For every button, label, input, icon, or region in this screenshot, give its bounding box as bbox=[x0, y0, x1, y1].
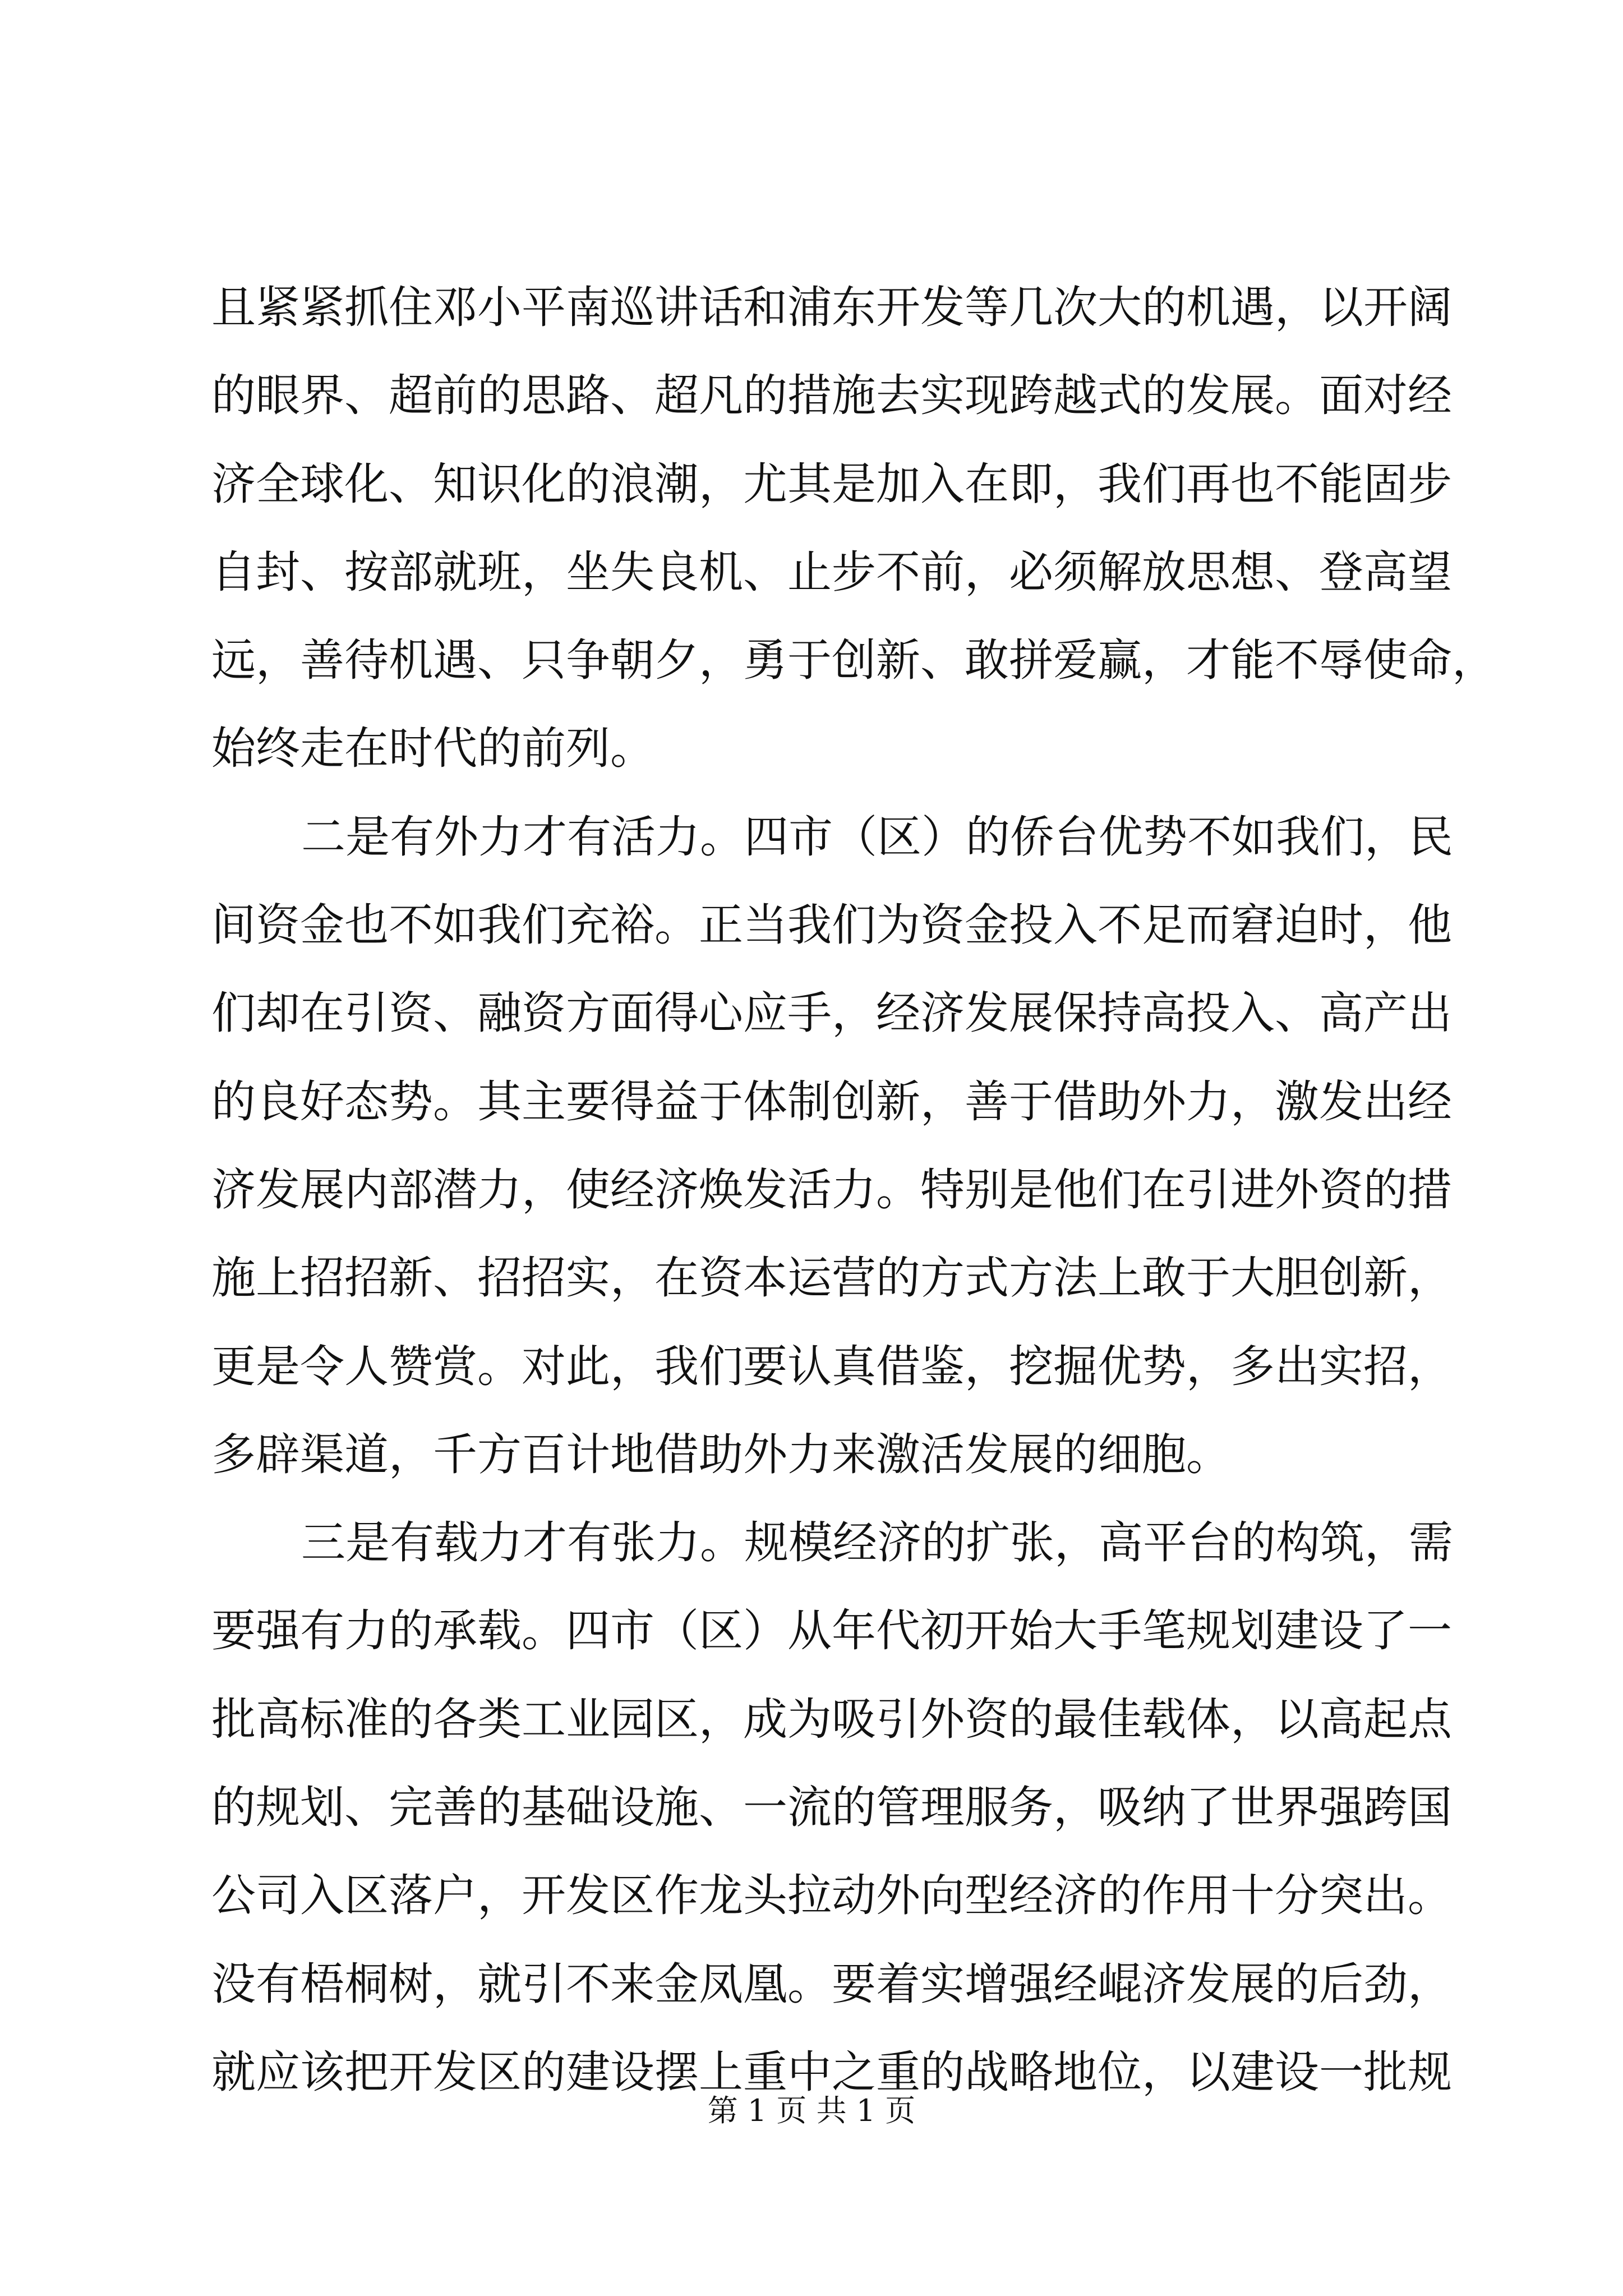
text-line: 没有梧桐树，就引不来金凤凰。要着实增强经崐济发展的后劲， bbox=[211, 1958, 1452, 2010]
text-line: 施上招招新、招招实，在资本运营的方式方法上敢于大胆创新， bbox=[211, 1252, 1452, 1304]
text-line: 公司入区落户，开发区作龙头拉动外向型经济的作用十分突出。 bbox=[211, 1870, 1452, 1922]
text-line: 始终走在时代的前列。 bbox=[211, 723, 654, 775]
text-line: 的规划、完善的基础设施、一流的管理服务，吸纳了世界强跨国 bbox=[211, 1782, 1452, 1834]
text-line: 的良好态势。其主要得益于体制创新，善于借助外力，激发出经 bbox=[211, 1075, 1452, 1128]
text-line: 间资金也不如我们充裕。正当我们为资金投入不足而窘迫时，他 bbox=[211, 899, 1452, 951]
text-line: 多辟渠道，千方百计地借助外力来激活发展的细胞。 bbox=[211, 1428, 1230, 1480]
text-line: 济全球化、知识化的浪潮，尤其是加入在即，我们再也不能固步 bbox=[211, 458, 1452, 510]
text-line: 的眼界、超前的思路、超凡的措施去实现跨越式的发展。面对经 bbox=[211, 370, 1452, 422]
body-text bbox=[211, 264, 1496, 2116]
paragraph-start-line: 三是有载力才有张力。规模经济的扩张，高平台的构筑，需 bbox=[301, 1517, 1453, 1569]
text-line: 批高标准的各类工业园区，成为吸引外资的最佳载体，以高起点 bbox=[211, 1693, 1452, 1745]
text-line: 且紧紧抓住邓小平南巡讲话和浦东开发等几次大的机遇，以开阔 bbox=[211, 282, 1452, 333]
text-line: 就应该把开发区的建设摆上重中之重的战略地位，以建设一批规 bbox=[211, 2046, 1452, 2098]
text-line: 更是令人赞赏。对此，我们要认真借鉴，挖掘优势，多出实招， bbox=[211, 1340, 1452, 1392]
text-line: 济发展内部潜力，使经济焕发活力。特别是他们在引进外资的措 bbox=[211, 1163, 1452, 1216]
text-line: 远，善待机遇、只争朝夕，勇于创新、敢拼爱赢，才能不辱使命， bbox=[211, 634, 1496, 687]
text-line: 自封、按部就班，坐失良机、止步不前，必须解放思想、登高望 bbox=[211, 546, 1452, 598]
paragraph-start-line: 二是有外力才有活力。四市（区）的侨台优势不如我们，民 bbox=[301, 811, 1453, 863]
text-line: 们却在引资、融资方面得心应手，经济发展保持高投入、高产出 bbox=[211, 987, 1452, 1039]
page-number-footer: 第 1 页 共 1 页 bbox=[707, 2093, 916, 2128]
text-line: 要强有力的承载。四市（区）从年代初开始大手笔规划建设了一 bbox=[211, 1605, 1452, 1657]
